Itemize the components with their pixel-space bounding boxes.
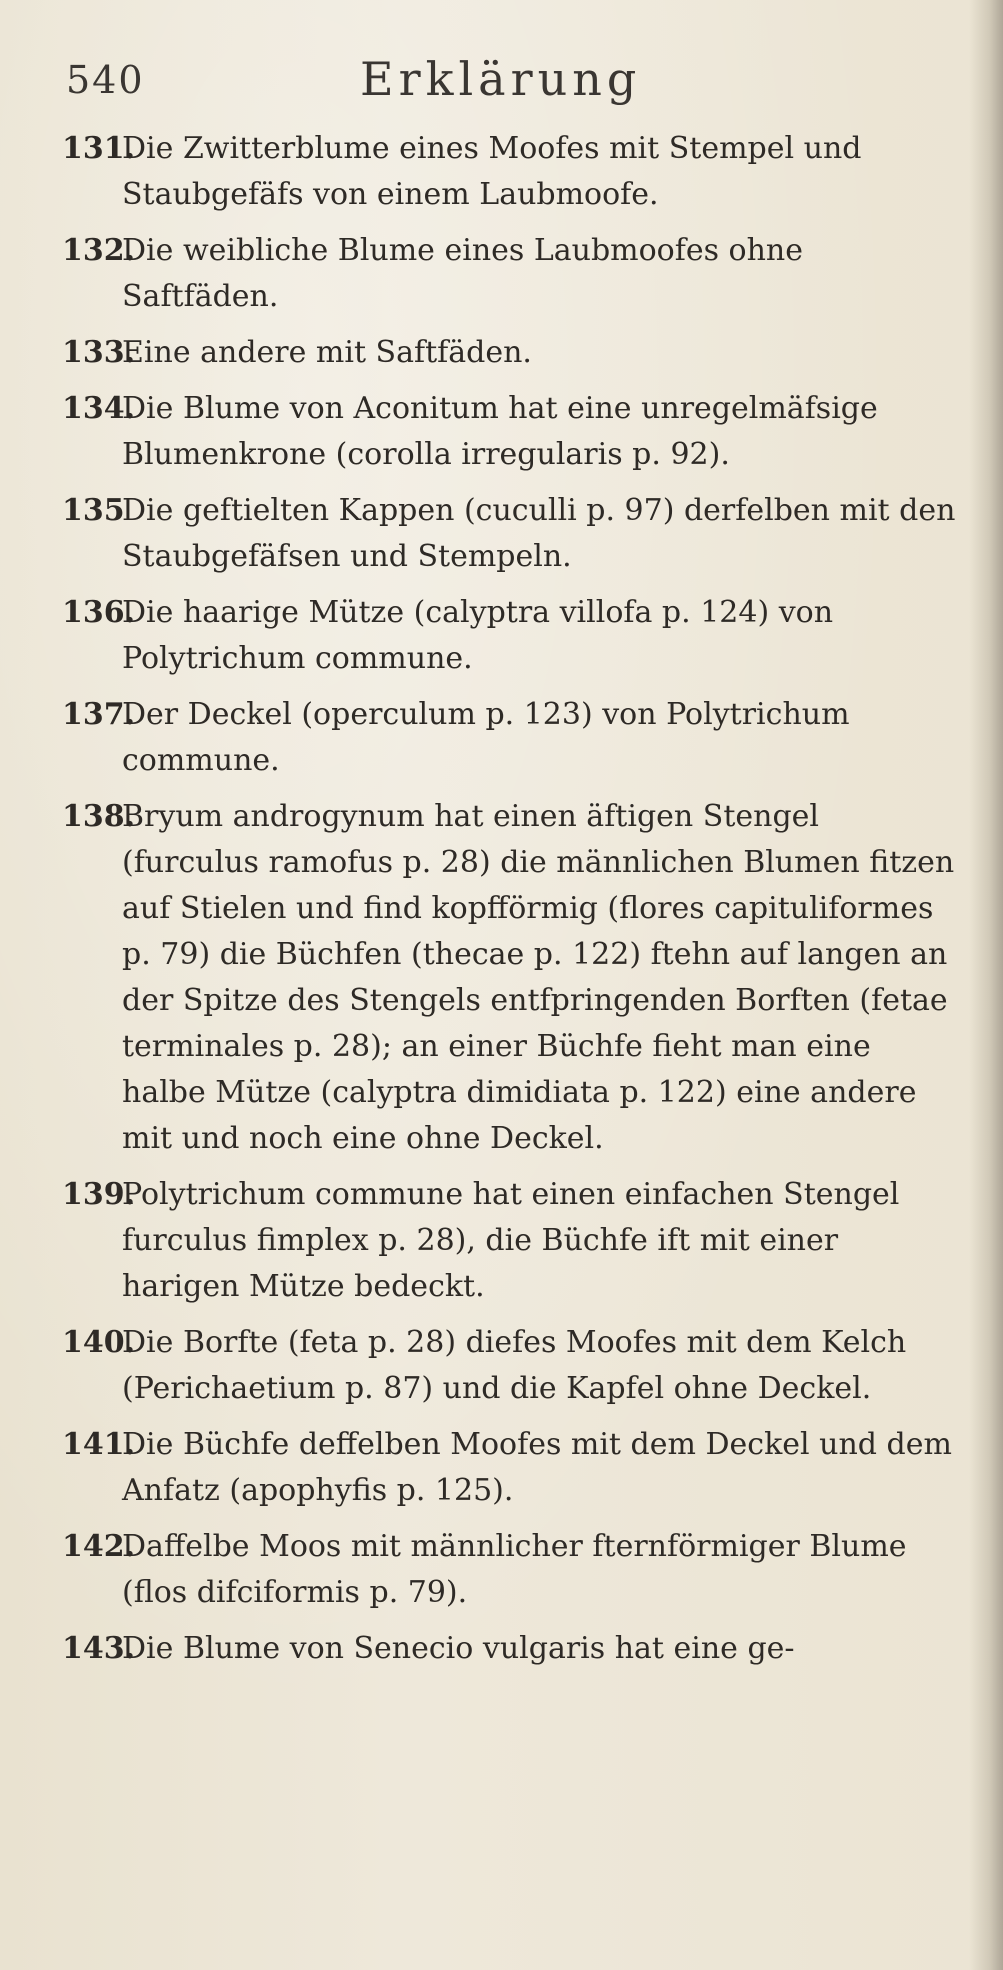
entry-text: Die Zwitterblume eines Moofes mit Stempel und Staubgefäfs von einem Laubmoofe. [122,131,862,212]
entry-132 [62,228,962,320]
entry-number: 142. [62,1529,136,1564]
entry-number: 143. [62,1631,136,1666]
entry-133 [62,330,962,376]
running-head-title: Erklärung [360,52,642,106]
entry-140 [62,1320,962,1412]
entry-number: 131. [62,131,136,166]
entry-text: Die weibliche Blume eines Laubmoofes ohne Saftfäden. [122,233,803,314]
entry-text: Die Büchfe deffelben Moofes mit dem Deckel und dem Anfatz (apophyfis p. 125). [122,1427,952,1508]
page-header [0,52,1003,122]
plate-explanation-list [62,126,962,1682]
entry-text: Die Borfte (feta p. 28) diefes Moofes mit dem Kelch (Perichaetium p. 87) und die Kapfel ohne Deckel. [122,1325,907,1406]
entry-number: 135 [62,493,125,528]
entry-131 [62,126,962,218]
entry-number: 137. [62,697,136,732]
entry-number: 141. [62,1427,136,1462]
page-gutter-shadow [969,0,1003,1970]
entry-number: 136. [62,595,136,630]
entry-139 [62,1172,962,1310]
entry-141 [62,1422,962,1514]
entry-number: 140. [62,1325,136,1360]
entry-142 [62,1524,962,1616]
entry-text: Eine andere mit Saftfäden. [122,335,532,370]
entry-134 [62,386,962,478]
page-number: 540 [66,58,145,102]
entry-text: Die geftielten Kappen (cuculli p. 97) derfelben mit den Staubgefäfsen und Stempeln. [122,493,956,574]
entry-number: 132. [62,233,136,268]
entry-143 [62,1626,962,1672]
entry-text: Die haarige Mütze (calyptra villofa p. 124) von Polytrichum commune. [122,595,834,676]
entry-text: Polytrichum commune hat einen einfachen Stengel furculus fimplex p. 28), die Büchfe ift mit einer harigen Mütze bedeckt. [122,1177,900,1304]
entry-text: Daffelbe Moos mit männlicher fternförmiger Blume (flos difciformis p. 79). [122,1529,907,1610]
entry-137 [62,692,962,784]
entry-number: 134. [62,391,136,426]
entry-text: Die Blume von Senecio vulgaris hat eine ge- [122,1631,795,1666]
entry-text: Bryum androgynum hat einen äftigen Stengel (furculus ramofus p. 28) die männlichen Blumen fitzen auf Stielen und find kopfförmig (flores capituliformes p. 79) die Büchfen (thecae p. 122) ftehn auf langen an der Spitze des Stengels entfpringenden Borften (fetae terminales p. 28); an einer Büchfe fieht man eine halbe Mütze (calyptra dimidiata p. 122) eine andere mit und noch eine ohne Deckel. [122,799,955,1156]
entry-text: Der Deckel (operculum p. 123) von Polytrichum commune. [122,697,850,778]
entry-number: 133. [62,335,136,370]
entry-136 [62,590,962,682]
entry-number: 139. [62,1177,136,1212]
entry-text: Die Blume von Aconitum hat eine unregelmäfsige Blumenkrone (corolla irregularis p. 92). [122,391,878,472]
entry-138 [62,794,962,1162]
entry-135 [62,488,962,580]
entry-number: 138. [62,799,136,834]
